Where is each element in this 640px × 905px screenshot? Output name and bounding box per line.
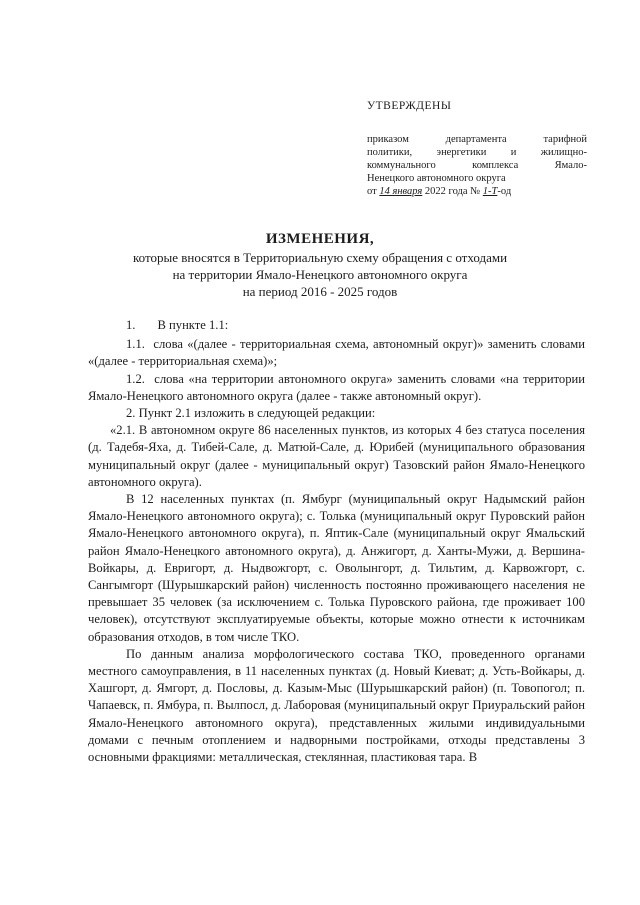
document-subtitle-line: на период 2016 - 2025 годов xyxy=(242,284,398,299)
date-prefix: от xyxy=(367,186,377,197)
paragraph-analysis: По данным анализа морфологического состава ТКО, проведенного органами местного самоуправления, в 11 населенных пунктах (д. Новый Киеват; д. Усть-Войкары, д. Хашгорт, д. Ямгорт, д. Пословы, д. Казым-Мыс (Шурышкарский район) (п. Товопогол; п. Чапаевск, п. Ямбура, п. Вылпосл, д. Лаборовая (муниципальный округ Приуральский район Ямало-Ненецкого автономного округа), представленных жилыми индивидуальными домами с печным отоплением и надворными постройками, отходы представлены 3 основными фракциями: металлическая, стеклянная, пластиковая тара. В xyxy=(88,646,585,765)
approval-line: приказом департамента тарифной xyxy=(367,134,587,145)
approval-line: политики, энергетики и жилищно- xyxy=(367,147,587,158)
approval-stamp xyxy=(367,100,587,198)
document-subtitle-line: на территории Ямало-Ненецкого автономного округа xyxy=(172,267,468,282)
approval-heading: УТВЕРЖДЕНЫ xyxy=(367,100,452,112)
approval-line: коммунального комплекса Ямало- xyxy=(367,160,587,171)
document-subtitle-line: которые вносятся в Территориальную схему обращения с отходами xyxy=(132,250,508,265)
paragraph-settlements: В 12 населенных пунктах (п. Ямбург (муниципальный округ Надымский район Ямало-Ненецкого автономного округа); с. Толька (муниципальный округ Пуровский район Ямало-Ненецкого автономного округа), п. Яптик-Сале (муниципальный округ Ямальский район Ямало-Ненецкого автономного округа), д. Анжигорт, д. Ханты-Мужи, д. Вершина-Войкары, д. Евригорт, д. Ныдвожгорт, с. Оволынгорт, д. Тильтим, д. Карвожгорт, с. Сангымгорт (Шурышкарский район) численность постоянно проживающего населения не превышает 35 человек (за исключением с. Толька Пуровского района, где проживает 100 человек), отсутствуют эксплуатируемые объекты, которые можно отнести к источникам образования отходов, в том числе ТКО. xyxy=(88,492,585,644)
paragraph-item-1-2: 1.2. слова «на территории автономного округа» заменить словами «на территории Ямало-Ненецкого автономного округа (далее - также автономный округ). xyxy=(88,371,585,403)
handwritten-date: 14 января xyxy=(379,186,423,197)
document-title: ИЗМЕНЕНИЯ, xyxy=(265,231,375,247)
paragraph-2-1: «2.1. В автономном округе 86 населенных пунктов, из которых 4 без статуса поселения (д. Тадебя-Яха, д. Тибей-Сале, д. Матюй-Сале, д. Юрибей (муниципального образования муниципальный округ (далее - муниципальный округ) Тазовский район Ямало-Ненецкого автономного округа). xyxy=(88,423,585,489)
paragraph-item-1-1: 1.1. слова «(далее - территориальная схема, автономный округ)» заменить словами «(далее - территориальная схема)»; xyxy=(88,337,585,369)
paragraph-item-2: 2. Пункт 2.1 изложить в следующей редакции: xyxy=(126,406,376,421)
approval-line: Ненецкого автономного округа xyxy=(367,173,506,184)
document-body xyxy=(88,317,585,766)
handwritten-number: 1-Т xyxy=(482,186,498,197)
approval-date-line xyxy=(367,185,587,198)
year-text: 2022 года № xyxy=(424,186,481,197)
paragraph-item-1: 1. В пункте 1.1: xyxy=(126,318,229,332)
document-title-block xyxy=(0,230,640,300)
number-suffix: -од xyxy=(497,186,512,197)
